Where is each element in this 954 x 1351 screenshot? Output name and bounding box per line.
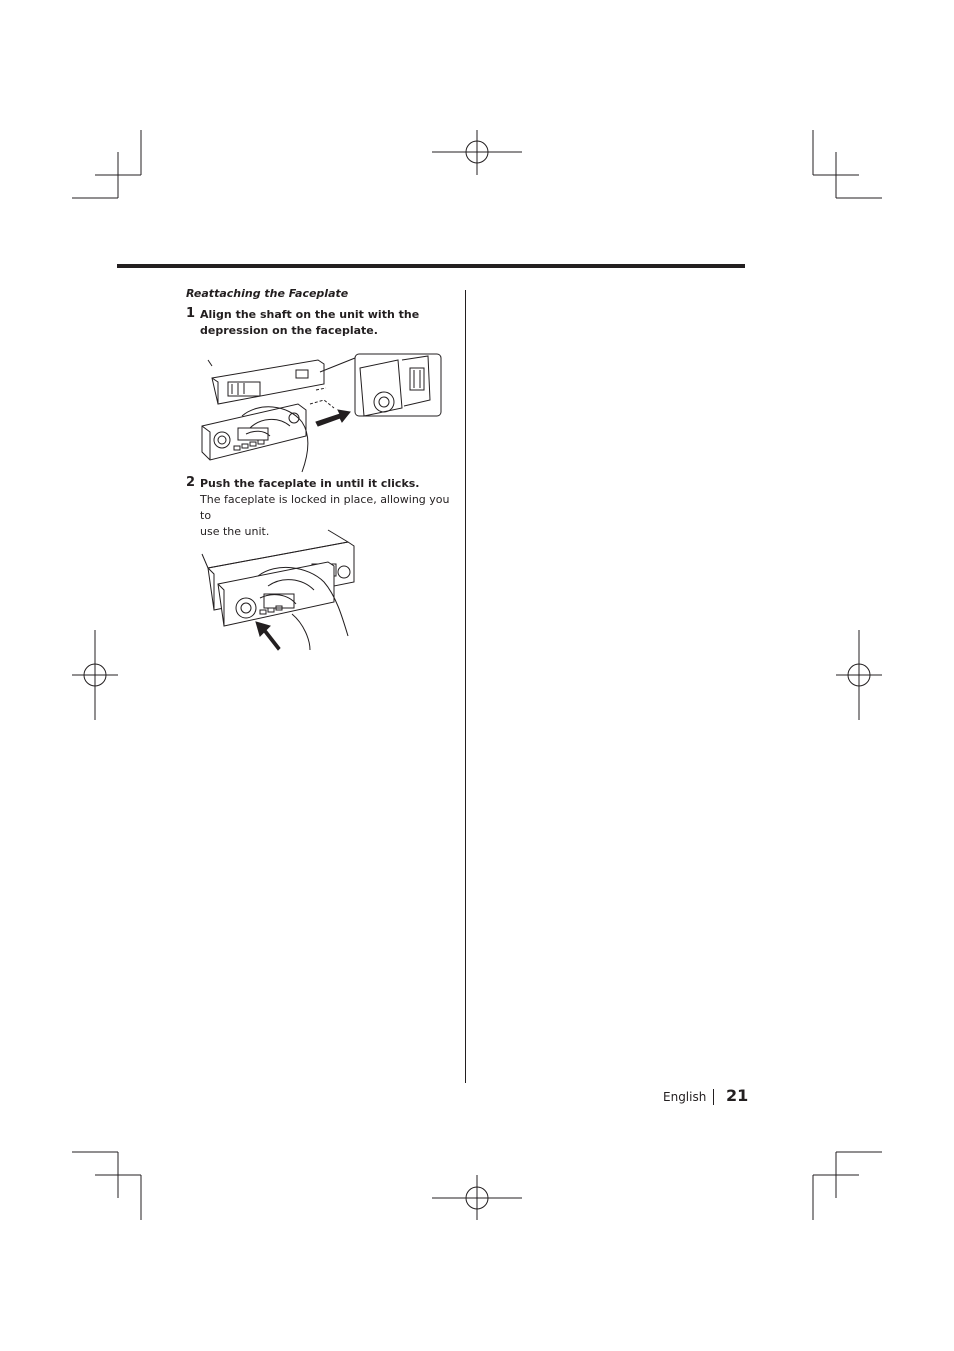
footer-language: English [663,1090,707,1104]
step-1-number: 1 [186,306,196,321]
step-2-note-line-2: use the unit. [200,525,270,538]
step-1-text [200,307,419,339]
step-1-text-line-2: depression on the faceplate. [200,324,378,337]
step-2-text: Push the faceplate in until it clicks. [200,477,420,490]
step-2-note-line-1: The faceplate is locked in place, allowing you to [200,493,450,522]
step-2-number: 2 [186,475,196,490]
illustration-push-faceplate [198,524,358,654]
page-number: 21 [726,1086,749,1105]
section-title: Reattaching the Faceplate [186,287,349,300]
header-rule [117,264,745,268]
column-divider [465,290,466,1083]
illustration-align-faceplate [198,338,444,478]
footer-separator [713,1089,714,1105]
step-1-text-line-1: Align the shaft on the unit with the [200,308,420,321]
